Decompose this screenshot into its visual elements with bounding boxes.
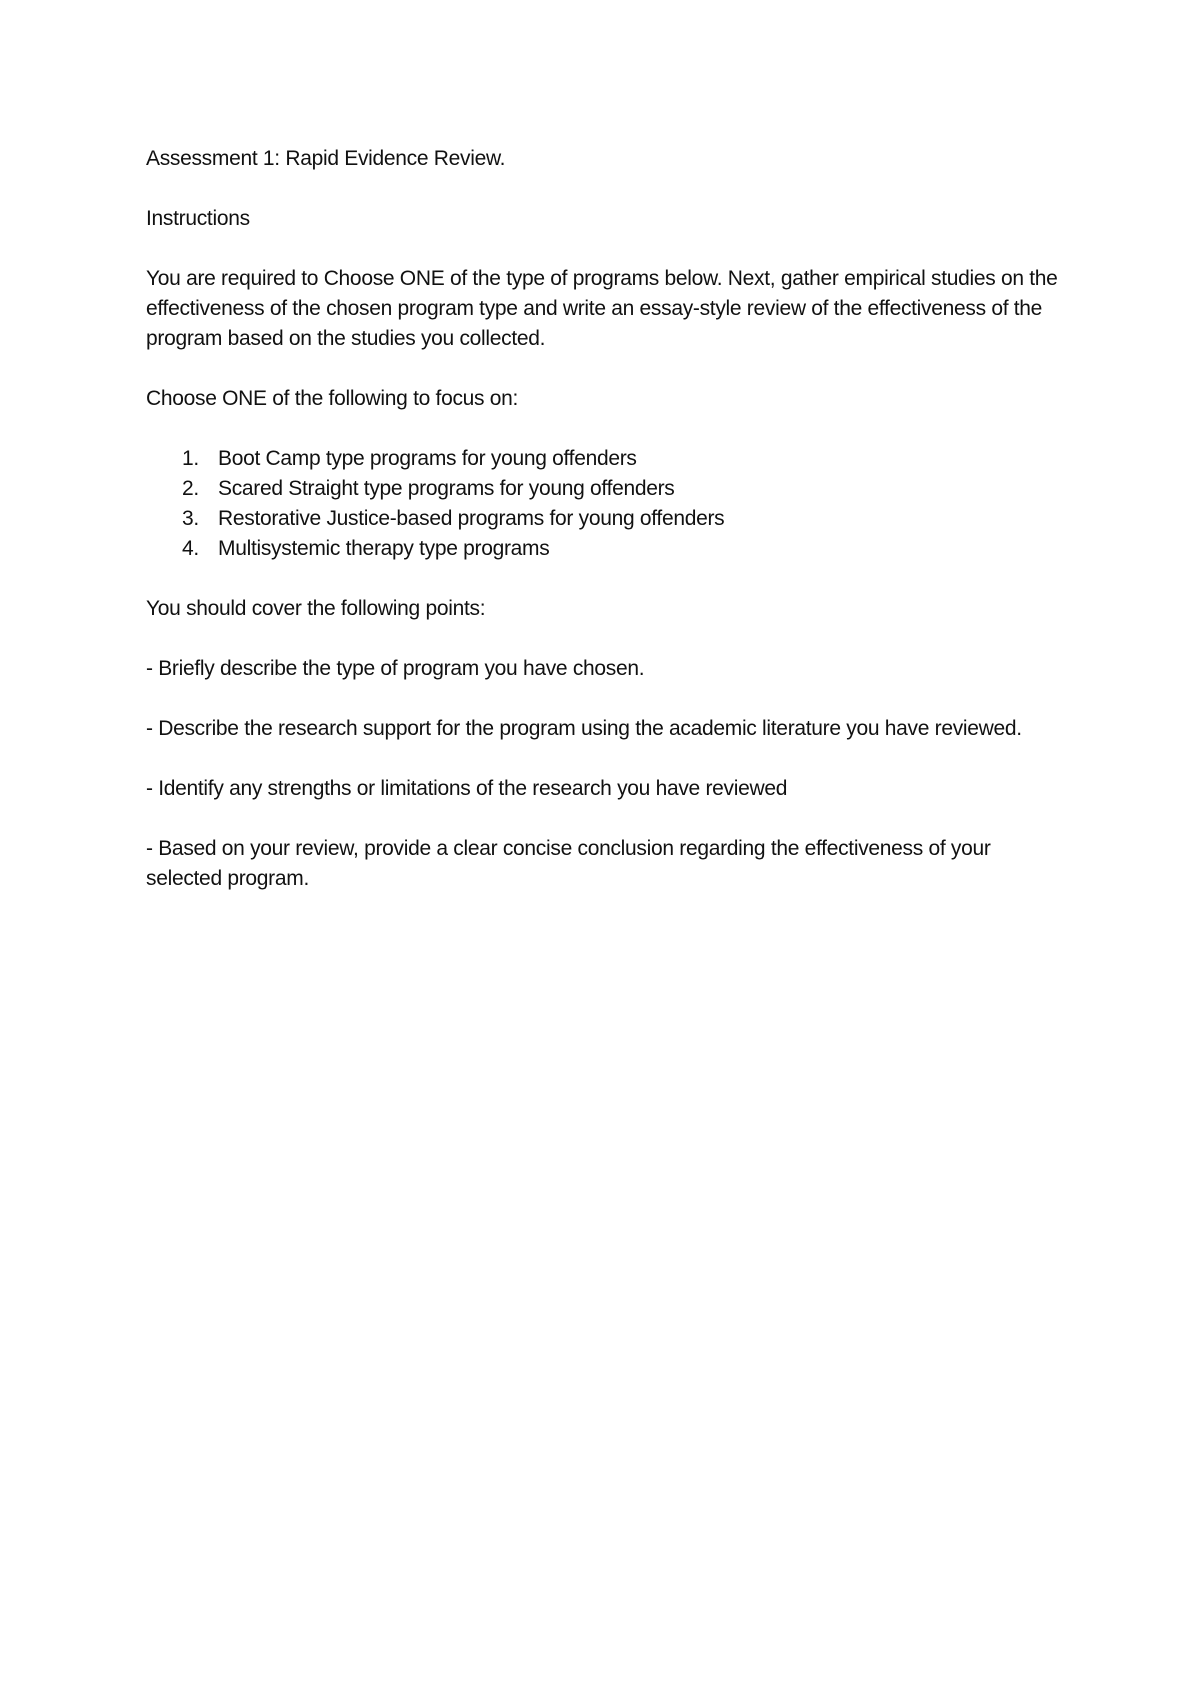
cover-prompt: You should cover the following points: (146, 597, 486, 620)
list-item-text: Restorative Justice-based programs for young offenders (218, 507, 725, 530)
list-item-text: Boot Camp type programs for young offenders (218, 447, 637, 470)
list-item-text: Scared Straight type programs for young offenders (218, 477, 675, 500)
list-item (182, 504, 1066, 534)
program-options-list (146, 444, 1066, 564)
list-item-number: 2. (182, 477, 199, 500)
point-strengths-limitations: - Identify any strengths or limitations of the research you have reviewed (146, 777, 788, 800)
point-research-support: - Describe the research support for the program using the academic literature you have reviewed. (146, 717, 1022, 740)
list-item (182, 534, 1066, 564)
list-item (182, 444, 1066, 474)
list-item (182, 474, 1066, 504)
list-item-number: 3. (182, 507, 199, 530)
document-body (146, 144, 1066, 894)
point-conclusion: - Based on your review, provide a clear concise conclusion regarding the effectiveness of your selected program. (146, 837, 991, 890)
choose-prompt: Choose ONE of the following to focus on: (146, 387, 519, 410)
instructions-heading: Instructions (146, 207, 250, 230)
list-item-number: 4. (182, 537, 199, 560)
document-title: Assessment 1: Rapid Evidence Review. (146, 147, 506, 170)
point-describe-program: - Briefly describe the type of program you have chosen. (146, 657, 645, 680)
intro-paragraph: You are required to Choose ONE of the type of programs below. Next, gather empirical studies on the effectiveness of the chosen program type and write an essay-style review of the effectiveness of the program based on the studies you collected. (146, 267, 1058, 350)
list-item-text: Multisystemic therapy type programs (218, 537, 550, 560)
list-item-number: 1. (182, 447, 199, 470)
